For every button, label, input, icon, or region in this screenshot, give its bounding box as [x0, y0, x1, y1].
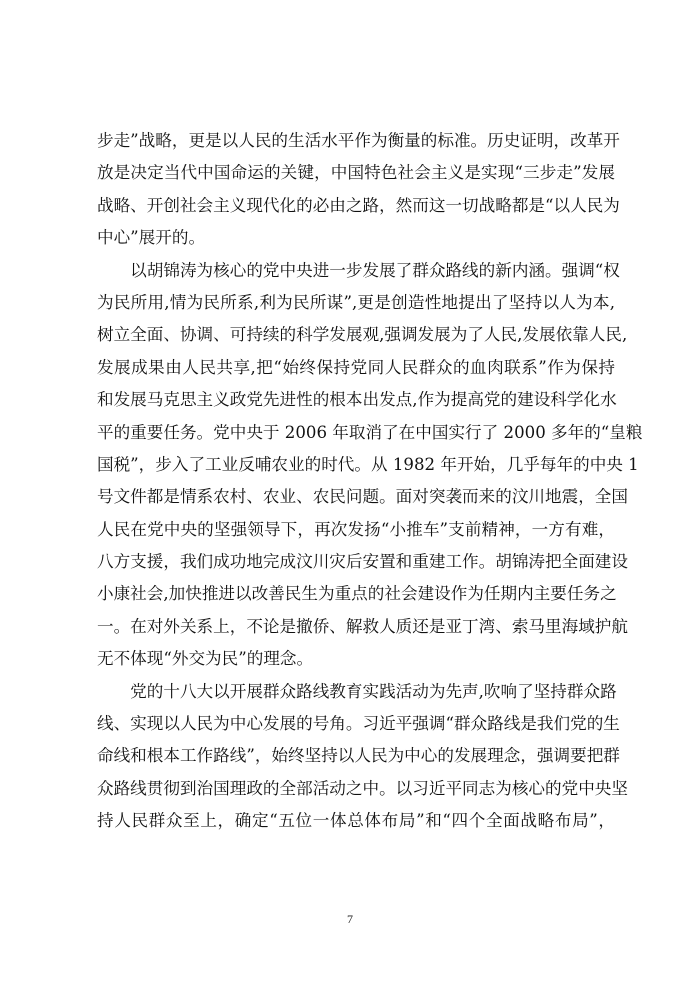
body-text — [97, 125, 643, 838]
text-line: 和发展马克思主义政党先进性的根本出发点,作为提高党的建设科学化水 — [97, 390, 617, 410]
text-line: 小康社会,加快推进以改善民生为重点的社会建设作为任期内主要任务之 — [97, 584, 617, 604]
text-line: 八方支援，我们成功地完成汶川灾后安置和重建工作。胡锦涛把全面建设 — [97, 552, 628, 572]
text-line: 众路线贯彻到治国理政的全部活动之中。以习近平同志为核心的党中央坚 — [97, 778, 628, 798]
text-line: 以胡锦涛为核心的党中央进一步发展了群众路线的新内涵。强调“权 — [97, 260, 620, 280]
text-line: 一。在对外关系上，不论是撤侨、解救人质还是亚丁湾、索马里海域护航 — [97, 616, 628, 636]
text-line: 战略、开创社会主义现代化的必由之路，然而这一切战略都是“以人民为 — [97, 195, 620, 215]
text-line: 树立全面、协调、可持续的科学发展观,强调发展为了人民,发展依靠人民, — [97, 325, 628, 345]
text-line: 为民所用,情为民所系,利为民所谋”,更是创造性地提出了坚持以人为本, — [97, 292, 615, 312]
text-line: 线、实现以人民为中心发展的号角。习近平强调“群众路线是我们党的生 — [97, 714, 620, 734]
text-line: 党的十八大以开展群众路线教育实践活动为先声,吹响了坚持群众路 — [97, 681, 617, 701]
text-line: 步走”战略，更是以人民的生活水平作为衡量的标准。历史证明，改革开 — [97, 131, 620, 150]
text-line: 持人民群众至上，确定“五位一体总体布局”和“四个全面战略布局”， — [97, 811, 615, 831]
text-line: 中心”展开的。 — [97, 228, 206, 248]
text-line: 平的重要任务。党中央于 2006 年取消了在中国实行了 2000 多年的“皇粮 — [97, 422, 643, 442]
text-line: 人民在党中央的坚强领导下，再次发扬“小推车”支前精神，一方有难， — [97, 519, 615, 539]
page-number: 7 — [347, 912, 353, 926]
text-line: 放是决定当代中国命运的关键，中国特色社会主义是实现“三步走”发展 — [97, 163, 615, 183]
text-line: 命线和根本工作路线”，始终坚持以人民为中心的发展理念，强调要把群 — [97, 746, 620, 766]
text-line: 发展成果由人民共享,把“始终保持党同人民群众的血肉联系”作为保持 — [97, 357, 615, 377]
text-line: 号文件都是情系农村、农业、农民问题。面对突袭而来的汶川地震，全国 — [97, 487, 628, 507]
text-line: 无不体现“外交为民”的理念。 — [97, 649, 314, 669]
text-line: 国税”，步入了工业反哺农业的时代。从 1982 年开始，几乎每年的中央 1 — [97, 454, 639, 474]
